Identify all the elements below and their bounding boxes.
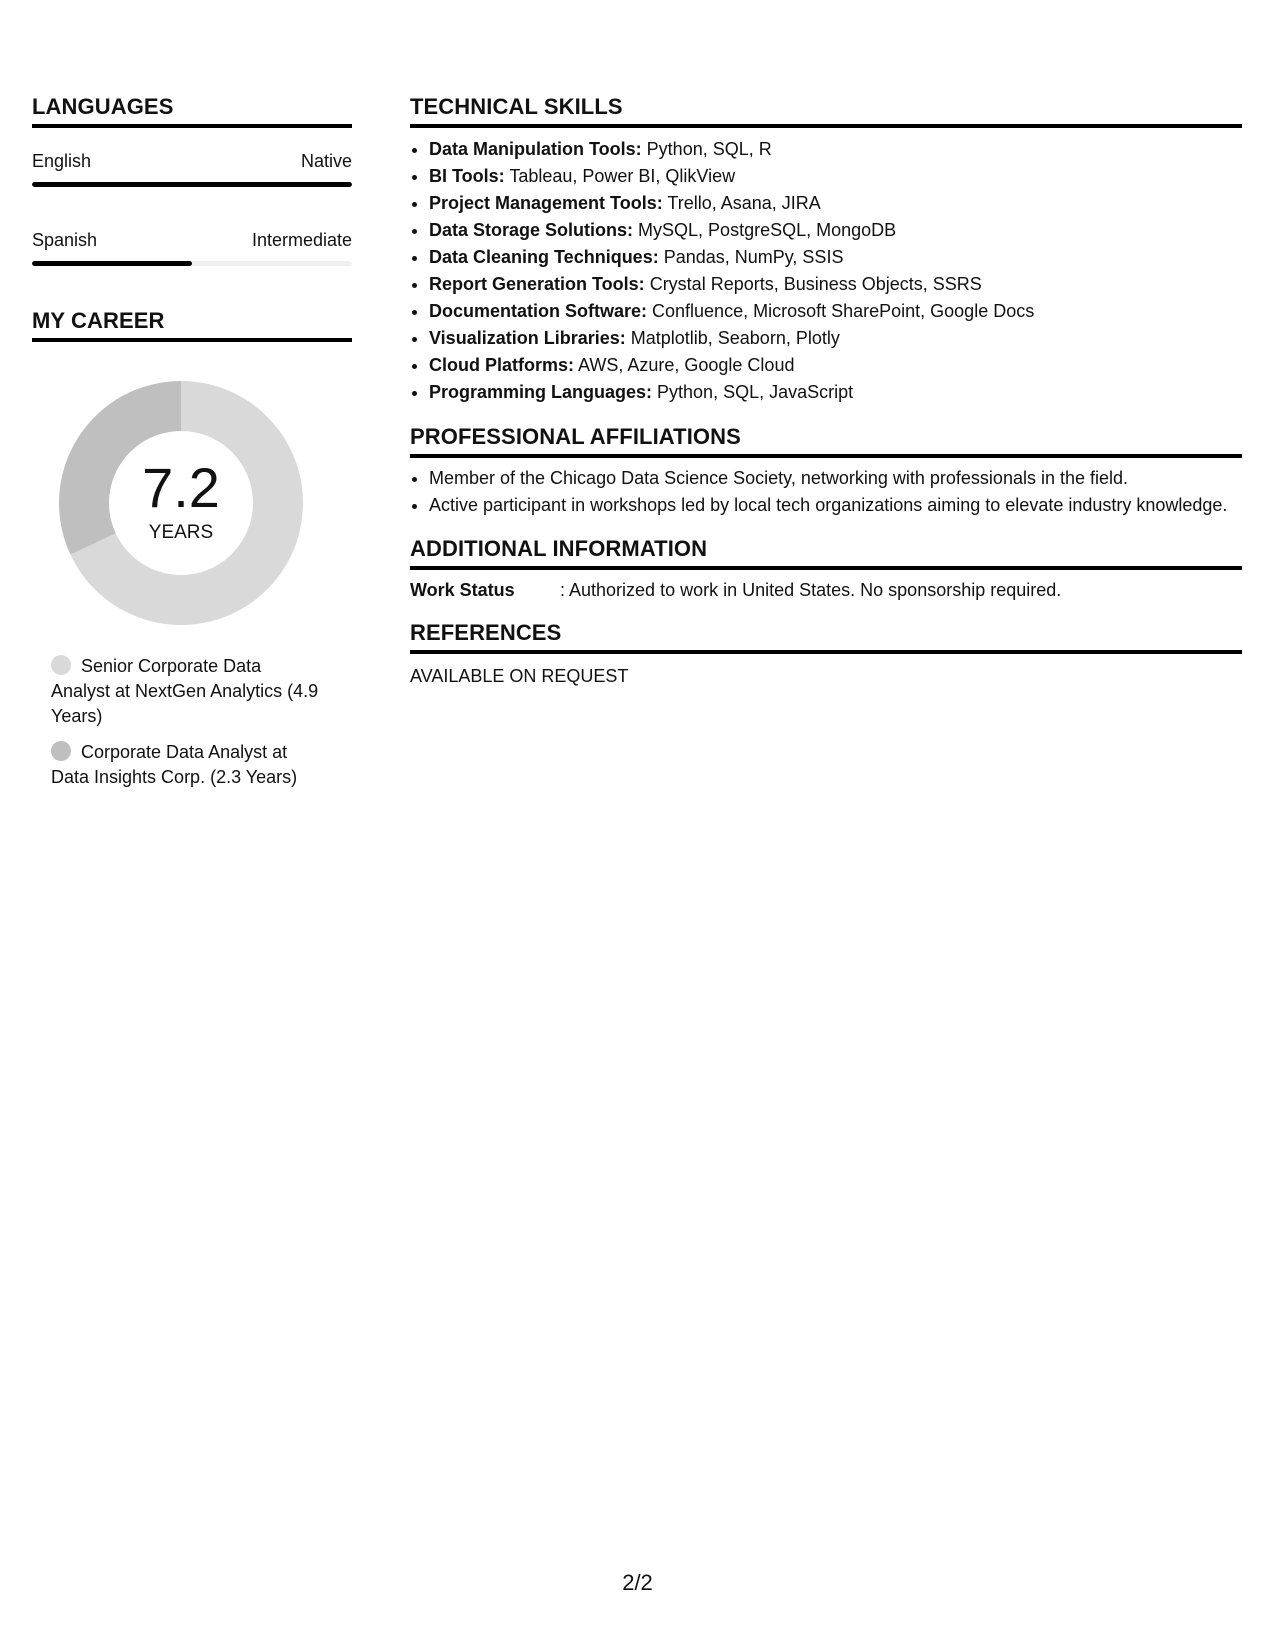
- technical-skills-heading: TECHNICAL SKILLS: [410, 94, 1242, 128]
- references-heading: REFERENCES: [410, 620, 1242, 654]
- career-legend-label: Senior Corporate Data Analyst at NextGen Analytics (4.9 Years): [51, 656, 319, 726]
- skill-value: Python, SQL, R: [641, 139, 772, 159]
- language-name: Spanish: [32, 230, 98, 250]
- work-status-row: [410, 578, 1242, 602]
- skill-value: AWS, Azure, Google Cloud: [574, 355, 795, 375]
- legend-dot-icon: [51, 655, 71, 675]
- list-item: [429, 379, 1242, 406]
- career-legend-item: [51, 740, 321, 790]
- skill-value: Tableau, Power BI, QlikView: [504, 166, 736, 186]
- list-item: [429, 244, 1242, 271]
- skill-label: Data Storage Solutions:: [429, 220, 634, 240]
- career-section: [32, 308, 352, 790]
- list-item: [429, 136, 1242, 163]
- career-legend: [51, 654, 321, 790]
- skill-label: Project Management Tools:: [429, 193, 663, 213]
- skill-value: Matplotlib, Seaborn, Plotly: [625, 328, 840, 348]
- technical-skills-list: [410, 136, 1242, 406]
- language-proficiency-bar: [32, 182, 352, 187]
- language-item-english: [32, 150, 352, 187]
- work-status-label: Work Status: [410, 580, 515, 600]
- left-column: [32, 94, 352, 801]
- legend-dot-icon: [51, 741, 71, 761]
- list-item: [429, 217, 1242, 244]
- skill-label: Data Cleaning Techniques:: [429, 247, 659, 267]
- language-proficiency-fill: [32, 261, 192, 266]
- language-proficiency-bar: [32, 261, 352, 266]
- skill-value: MySQL, PostgreSQL, MongoDB: [633, 220, 897, 240]
- skill-value: Confluence, Microsoft SharePoint, Google Docs: [647, 301, 1035, 321]
- career-donut-chart: [56, 378, 306, 628]
- list-item: [429, 163, 1242, 190]
- technical-skills-section: [410, 94, 1242, 406]
- skill-value: Trello, Asana, JIRA: [662, 193, 821, 213]
- list-item: [429, 271, 1242, 298]
- skill-label: Visualization Libraries:: [429, 328, 626, 348]
- language-item-spanish: [32, 229, 352, 266]
- list-item: [429, 352, 1242, 379]
- skill-label: Documentation Software:: [429, 301, 648, 321]
- languages-section: [32, 94, 352, 266]
- language-level: Native: [300, 151, 352, 171]
- work-status-value: : Authorized to work in United States. No sponsorship required.: [560, 580, 1062, 600]
- career-heading: MY CAREER: [32, 308, 352, 342]
- page-number: 2/2: [622, 1570, 653, 1595]
- language-proficiency-fill: [32, 182, 352, 187]
- career-total-unit: YEARS: [148, 522, 214, 543]
- skill-label: Cloud Platforms:: [429, 355, 575, 375]
- list-item: [429, 190, 1242, 217]
- languages-heading: LANGUAGES: [32, 94, 352, 128]
- skill-label: BI Tools:: [429, 166, 505, 186]
- skill-value: Python, SQL, JavaScript: [652, 382, 854, 402]
- skill-label: Programming Languages:: [429, 382, 653, 402]
- language-list: [32, 150, 352, 266]
- additional-info-heading: ADDITIONAL INFORMATION: [410, 536, 1242, 570]
- list-item: • Member of the Chicago Data Science Society, networking with professionals in the field.: [429, 466, 1242, 491]
- list-item: [429, 325, 1242, 352]
- affiliations-list: [410, 466, 1242, 518]
- skill-value: Crystal Reports, Business Objects, SSRS: [644, 274, 982, 294]
- additional-info-section: [410, 536, 1242, 602]
- affiliations-section: [410, 424, 1242, 518]
- right-column: [410, 94, 1242, 706]
- references-section: [410, 620, 1242, 688]
- affiliations-heading: PROFESSIONAL AFFILIATIONS: [410, 424, 1242, 458]
- language-name: English: [32, 151, 92, 171]
- language-level: Intermediate: [251, 230, 352, 250]
- skill-label: Data Manipulation Tools:: [429, 139, 642, 159]
- career-total-value: 7.2: [142, 456, 220, 519]
- skill-label: Report Generation Tools:: [429, 274, 645, 294]
- list-item: [429, 298, 1242, 325]
- list-item: • Active participant in workshops led by local tech organizations aiming to elevate industry knowledge.: [429, 493, 1242, 518]
- references-text: AVAILABLE ON REQUEST: [410, 666, 629, 686]
- skill-value: Pandas, NumPy, SSIS: [658, 247, 844, 267]
- career-legend-item: [51, 654, 321, 729]
- career-legend-label: Corporate Data Analyst at Data Insights Corp. (2.3 Years): [51, 742, 298, 787]
